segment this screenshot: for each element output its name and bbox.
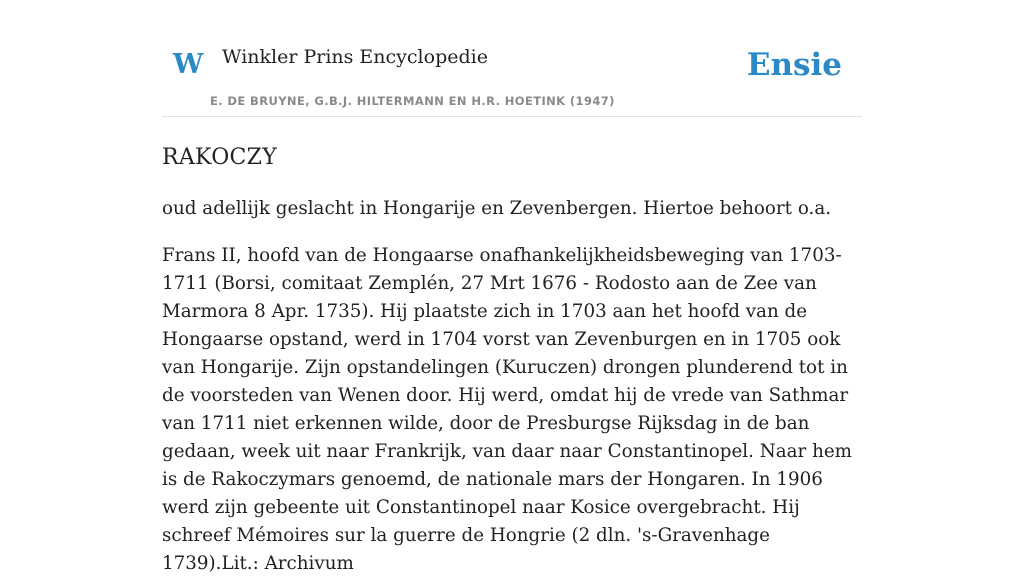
page <box>162 0 862 578</box>
ensie-logo[interactable]: Ensie <box>746 47 842 83</box>
article-title: RAKOCZY <box>162 145 278 170</box>
article-intro: oud adellijk geslacht in Hongarije en Zevenbergen. Hiertoe behoort o.a. <box>162 198 832 220</box>
article-body: Frans II, hoofd van de Hongaarse onafhankelijkheidsbeweging van 1703-1711 (Borsi, comitaat Zemplén, 27 Mrt 1676 - Rodosto aan de Zee van Marmora 8 Apr. 1735). Hij plaatste zich in 1703 aan het hoofd van de Hongaarse opstand, werd in 1704 vorst van Zevenburgen en in 1705 ook van Hongarije. Zijn opstandelingen (Kuruczen) drongen plunderend tot in de voorsteden van Wenen door. Hij werd, omdat hij de vrede van Sathmar van 1711 niet erkennen wilde, door de Presburgse Rijksdag in de ban gedaan, week uit naar Frankrijk, van daar naar Constantinopel. Naar hem is de Rakoczymars genoemd, de nationale mars der Hongaren. In 1906 werd zijn gebeente uit Constantinopel naar Kosice overgebracht. Hij schreef Mémoires sur la guerre de Hongrie (2 dln. 's-Gravenhage 1739).Lit.: Archivum <box>162 245 853 575</box>
publication-authors: E. DE BRUYNE, G.B.J. HILTERMANN EN H.R. HOETINK (1947) <box>210 94 615 108</box>
article <box>162 145 862 578</box>
winkler-prins-logo[interactable]: W <box>173 49 204 80</box>
header <box>162 0 862 117</box>
publication-title[interactable]: Winkler Prins Encyclopedie <box>222 46 488 68</box>
